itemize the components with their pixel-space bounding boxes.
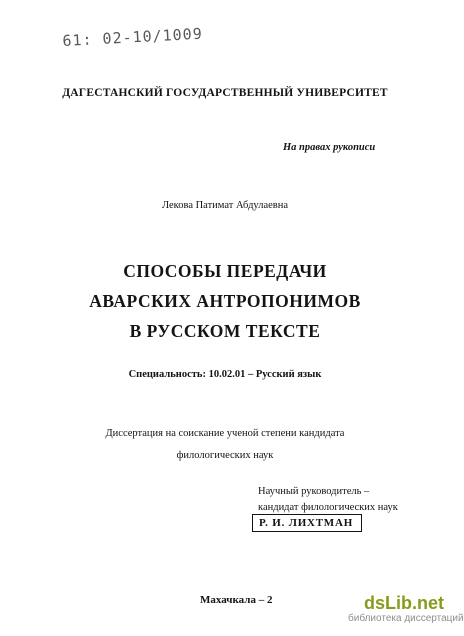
watermark-subtitle: библиотека диссертаций xyxy=(348,613,464,624)
degree-statement xyxy=(0,423,450,467)
supervisor-name-box: Р. И. ЛИХТМАН xyxy=(252,514,362,532)
supervisor-degree: кандидат филологических наук xyxy=(258,502,398,513)
supervisor-block xyxy=(258,484,398,516)
degree-line: филологических наук xyxy=(176,450,274,461)
dissertation-title xyxy=(0,256,450,346)
university-name: ДАГЕСТАНСКИЙ ГОСУДАРСТВЕННЫЙ УНИВЕРСИТЕТ xyxy=(62,87,388,99)
supervisor-role: Научный руководитель – xyxy=(258,486,370,497)
manuscript-note: На правах рукописи xyxy=(283,142,376,153)
title-line: СПОСОБЫ ПЕРЕДАЧИ xyxy=(123,261,327,281)
place-and-year: Махачкала – 2 xyxy=(200,594,273,606)
specialty-line: Специальность: 10.02.01 – Русский язык xyxy=(128,369,322,380)
watermark-brand: dsLib.net xyxy=(364,593,444,613)
dslib-watermark-logo[interactable] xyxy=(348,593,464,625)
title-line: АВАРСКИХ АНТРОПОНИМОВ xyxy=(89,291,361,311)
author-name: Лекова Патимат Абдулаевна xyxy=(161,200,289,211)
degree-line: Диссертация на соискание ученой степени кандидата xyxy=(105,428,345,439)
handwritten-catalog-note: 61: 02-10/1009 xyxy=(62,24,204,50)
title-line: В РУССКОМ ТЕКСТЕ xyxy=(129,321,321,341)
